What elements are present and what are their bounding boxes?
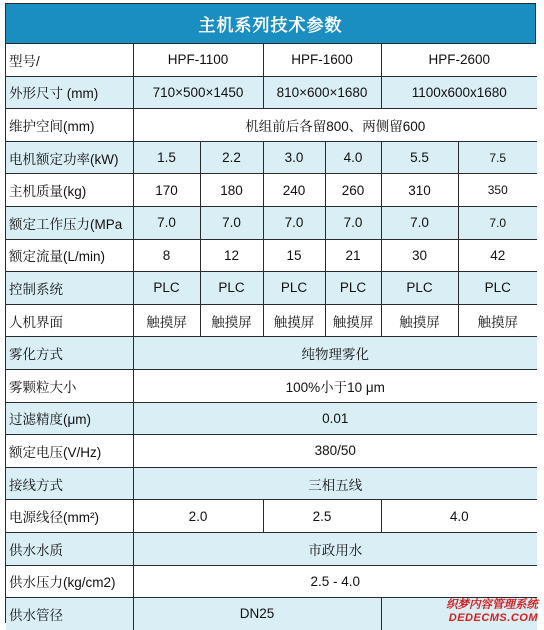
motor-power-label: 电机额定功率(kW) [6, 141, 133, 174]
table-row-dimensions [6, 76, 537, 109]
flow-cell: 8 [133, 239, 200, 272]
flow-cell: 12 [200, 239, 263, 272]
motor-power-cell: 2.2 [200, 141, 263, 174]
water-quality-value: 市政用水 [133, 532, 537, 565]
table-row-motor-power [6, 141, 537, 174]
table-row-flow [6, 239, 537, 272]
control-cell: PLC [381, 272, 458, 305]
control-cell: PLC [133, 272, 200, 305]
motor-power-cell: 3.0 [263, 141, 325, 174]
voltage-value: 380/50 [133, 435, 537, 468]
motor-power-cell: 4.0 [325, 141, 381, 174]
dimensions-cell: 710×500×1450 [133, 76, 263, 109]
maintenance-label: 维护空间(mm) [6, 109, 133, 142]
control-cell: PLC [458, 272, 537, 305]
control-cell: PLC [325, 272, 381, 305]
hmi-cell: 触摸屏 [200, 304, 263, 337]
hmi-cell: 触摸屏 [133, 304, 200, 337]
motor-power-cell: 7.5 [458, 141, 537, 174]
water-pressure-label: 供水压力(kg/cm2) [6, 565, 133, 598]
wiring-label: 接线方式 [6, 467, 133, 500]
cable-cell: 2.5 [263, 500, 381, 533]
pressure-cell: 7.0 [200, 206, 263, 239]
model-cell: HPF-1100 [133, 44, 263, 76]
mass-cell: 260 [325, 174, 381, 207]
table-title: 主机系列技术参数 [6, 4, 535, 44]
table-row-water-pressure [6, 565, 537, 598]
table-row-voltage [6, 435, 537, 468]
cable-cell: 2.0 [133, 500, 263, 533]
table-row-cable [6, 500, 537, 533]
flow-cell: 42 [458, 239, 537, 272]
mass-label: 主机质量(kg) [6, 174, 133, 207]
mass-cell: 180 [200, 174, 263, 207]
table-row-atomization [6, 337, 537, 370]
control-cell: PLC [263, 272, 325, 305]
wiring-value: 三相五线 [133, 467, 537, 500]
hmi-cell: 触摸屏 [263, 304, 325, 337]
flow-cell: 15 [263, 239, 325, 272]
control-cell: PLC [200, 272, 263, 305]
dimensions-cell: 1100x600x1680 [381, 76, 537, 109]
droplet-value: 100%小于10 μm [133, 369, 537, 402]
table-row-water-quality [6, 532, 537, 565]
hmi-cell: 触摸屏 [381, 304, 458, 337]
atomization-label: 雾化方式 [6, 337, 133, 370]
mass-cell: 350 [458, 174, 537, 207]
hmi-label: 人机界面 [6, 304, 133, 337]
table-row-pressure [6, 206, 537, 239]
filtration-label: 过滤精度(μm) [6, 402, 133, 435]
flow-cell: 30 [381, 239, 458, 272]
spec-table-frame [5, 3, 536, 623]
watermark [446, 599, 538, 625]
cable-cell: 4.0 [381, 500, 537, 533]
hmi-cell: 触摸屏 [325, 304, 381, 337]
flow-cell: 21 [325, 239, 381, 272]
table-row-hmi [6, 304, 537, 337]
cable-label: 电源线径(mm²) [6, 500, 133, 533]
model-cell: HPF-1600 [263, 44, 381, 76]
voltage-label: 额定电压(V/Hz) [6, 435, 133, 468]
dimensions-cell: 810×600×1680 [263, 76, 381, 109]
water-pipe-label: 供水管径 [6, 598, 133, 630]
model-cell: HPF-2600 [381, 44, 537, 76]
filtration-value: 0.01 [133, 402, 537, 435]
droplet-label: 雾颗粒大小 [6, 369, 133, 402]
mass-cell: 170 [133, 174, 200, 207]
pressure-cell: 7.0 [381, 206, 458, 239]
hmi-cell: 触摸屏 [458, 304, 537, 337]
pressure-cell: 7.0 [263, 206, 325, 239]
watermark-line-2: DEDECMS.COM [448, 612, 538, 624]
mass-cell: 310 [381, 174, 458, 207]
table-row-filtration [6, 402, 537, 435]
watermark-line-1: 织梦内容管理系统 [446, 599, 538, 611]
maintenance-value: 机组前后各留800、两侧留600 [133, 109, 537, 142]
water-pipe-value: DN25 [133, 598, 381, 630]
mass-cell: 240 [263, 174, 325, 207]
table-row-maintenance [6, 109, 537, 142]
water-quality-label: 供水水质 [6, 532, 133, 565]
water-pressure-value: 2.5 - 4.0 [133, 565, 537, 598]
table-row-header [6, 44, 537, 76]
table-row-mass [6, 174, 537, 207]
pressure-cell: 7.0 [325, 206, 381, 239]
pressure-label: 额定工作压力(MPa [6, 206, 133, 239]
atomization-value: 纯物理雾化 [133, 337, 537, 370]
table-row-control [6, 272, 537, 305]
motor-power-cell: 5.5 [381, 141, 458, 174]
table-row-wiring [6, 467, 537, 500]
motor-power-cell: 1.5 [133, 141, 200, 174]
flow-label: 额定流量(L/min) [6, 239, 133, 272]
pressure-cell: 7.0 [133, 206, 200, 239]
control-label: 控制系统 [6, 272, 133, 305]
model-label: 型号/ [6, 44, 133, 76]
pressure-cell: 7.0 [458, 206, 537, 239]
spec-table [6, 44, 537, 630]
dimensions-label: 外形尺寸 (mm) [6, 76, 133, 109]
table-row-droplet [6, 369, 537, 402]
